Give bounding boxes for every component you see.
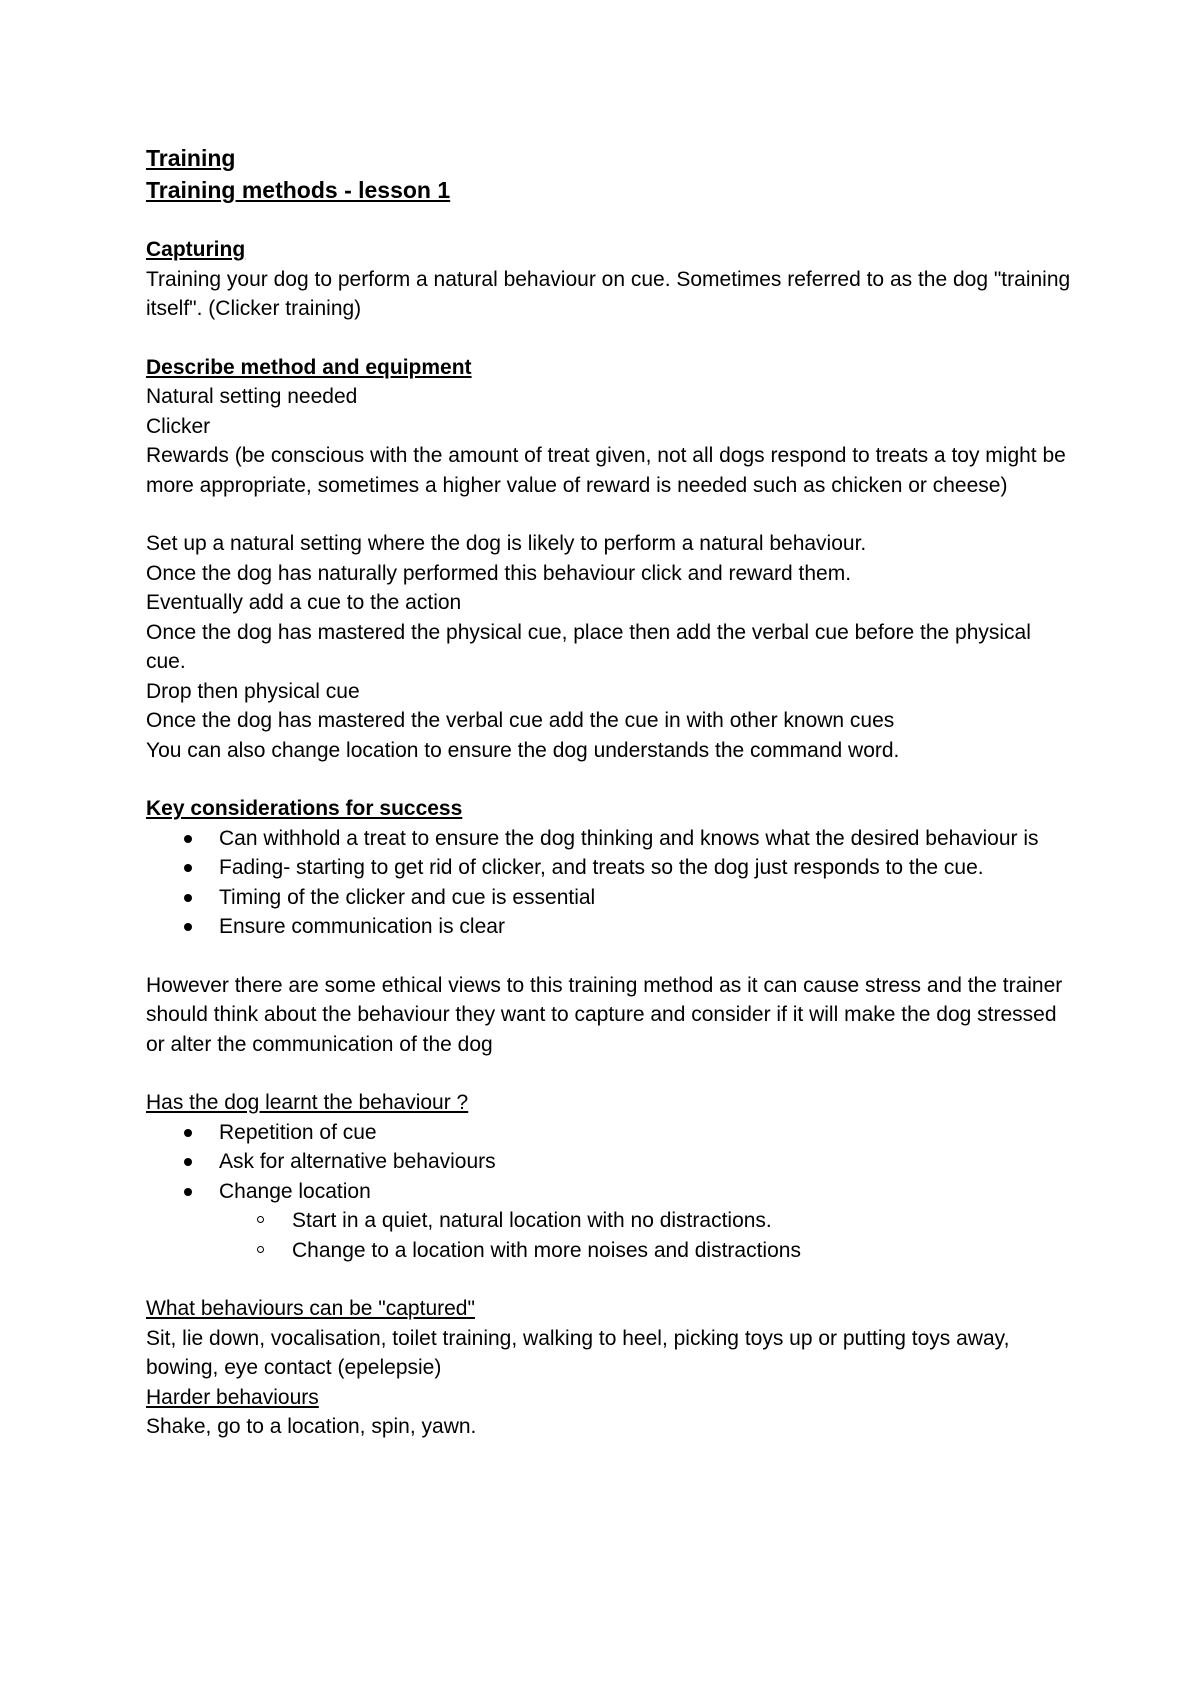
method-step: Drop then physical cue <box>146 679 360 703</box>
method-step: Set up a natural setting where the dog is likely to perform a natural behaviour. <box>146 532 867 555</box>
list-item <box>146 883 1076 913</box>
method-heading: Describe method and equipment <box>146 355 472 379</box>
spacer <box>146 1059 1076 1088</box>
key-considerations-list <box>146 824 1076 942</box>
bullet-icon <box>184 1129 192 1137</box>
bullet-icon <box>184 1158 192 1166</box>
list-item <box>146 824 1076 854</box>
method-line: Clicker <box>146 414 211 438</box>
captured-text: Sit, lie down, vocalisation, toilet training, walking to heel, picking toys up or putting toys away, bowing, eye contact (epelepsie) <box>146 1326 1010 1379</box>
sub-list-item-text: Start in a quiet, natural location with no distractions. <box>292 1209 772 1232</box>
bullet-icon <box>184 894 192 902</box>
captured-heading: What behaviours can be "captured" <box>146 1297 475 1320</box>
list-item-text: Change location <box>219 1179 371 1203</box>
list-item-text: Can withhold a treat to ensure the dog thinking and knows what the desired behaviour is <box>219 826 1039 850</box>
method-line: Natural setting needed <box>146 385 358 408</box>
spacer <box>146 324 1076 353</box>
hollow-bullet-icon <box>257 1216 264 1223</box>
key-considerations-heading: Key considerations for success <box>146 797 463 820</box>
list-item <box>146 1118 1076 1148</box>
spacer <box>146 765 1076 794</box>
bullet-icon <box>184 864 192 872</box>
document-page <box>146 142 1076 1442</box>
harder-text: Shake, go to a location, spin, yawn. <box>146 1415 477 1438</box>
sub-list-item <box>219 1206 1076 1236</box>
sub-list-item <box>219 1236 1076 1266</box>
document-title: Training <box>146 145 236 171</box>
method-step: Once the dog has naturally performed this behaviour click and reward them. <box>146 561 852 585</box>
learnt-list <box>146 1118 1076 1266</box>
spacer <box>146 206 1076 235</box>
ethics-paragraph: However there are some ethical views to this training method as it can cause stress and the trainer should think about the behaviour they want to capture and consider if it will make the dog stressed or alter the communication of the dog <box>146 973 1063 1056</box>
method-step: Eventually add a cue to the action <box>146 591 462 614</box>
bullet-icon <box>184 1188 192 1196</box>
spacer <box>146 500 1076 529</box>
document-subtitle: Training methods - lesson 1 <box>146 177 451 203</box>
method-step: You can also change location to ensure the dog understands the command word. <box>146 738 900 762</box>
learnt-heading: Has the dog learnt the behaviour ? <box>146 1091 469 1114</box>
method-step: Once the dog has mastered the physical cue, place then add the verbal cue before the physical cue. <box>146 620 1031 673</box>
list-item <box>146 1177 1076 1266</box>
list-item-text: Ask for alternative behaviours <box>219 1150 496 1173</box>
bullet-icon <box>184 835 192 843</box>
spacer <box>146 1265 1076 1294</box>
list-item <box>146 1147 1076 1177</box>
hollow-bullet-icon <box>257 1246 264 1253</box>
method-line: Rewards (be conscious with the amount of treat given, not all dogs respond to treats a toy might be more appropriate, sometimes a higher value of reward is needed such as chicken or cheese) <box>146 444 1066 497</box>
list-item <box>146 912 1076 942</box>
sub-list <box>219 1206 1076 1265</box>
list-item-text: Ensure communication is clear <box>219 915 505 938</box>
list-item-text: Repetition of cue <box>219 1120 377 1144</box>
harder-heading: Harder behaviours <box>146 1385 319 1409</box>
method-step: Once the dog has mastered the verbal cue add the cue in with other known cues <box>146 709 895 732</box>
capturing-heading: Capturing <box>146 238 246 261</box>
sub-list-item-text: Change to a location with more noises and distractions <box>292 1238 801 1262</box>
bullet-icon <box>184 923 192 931</box>
list-item <box>146 853 1076 883</box>
list-item-text: Timing of the clicker and cue is essential <box>219 885 596 909</box>
capturing-text: Training your dog to perform a natural behaviour on cue. Sometimes referred to as the dog "training itself". (Clicker training) <box>146 267 1071 320</box>
spacer <box>146 942 1076 971</box>
list-item-text: Fading- starting to get rid of clicker, and treats so the dog just responds to the cue. <box>219 856 984 879</box>
